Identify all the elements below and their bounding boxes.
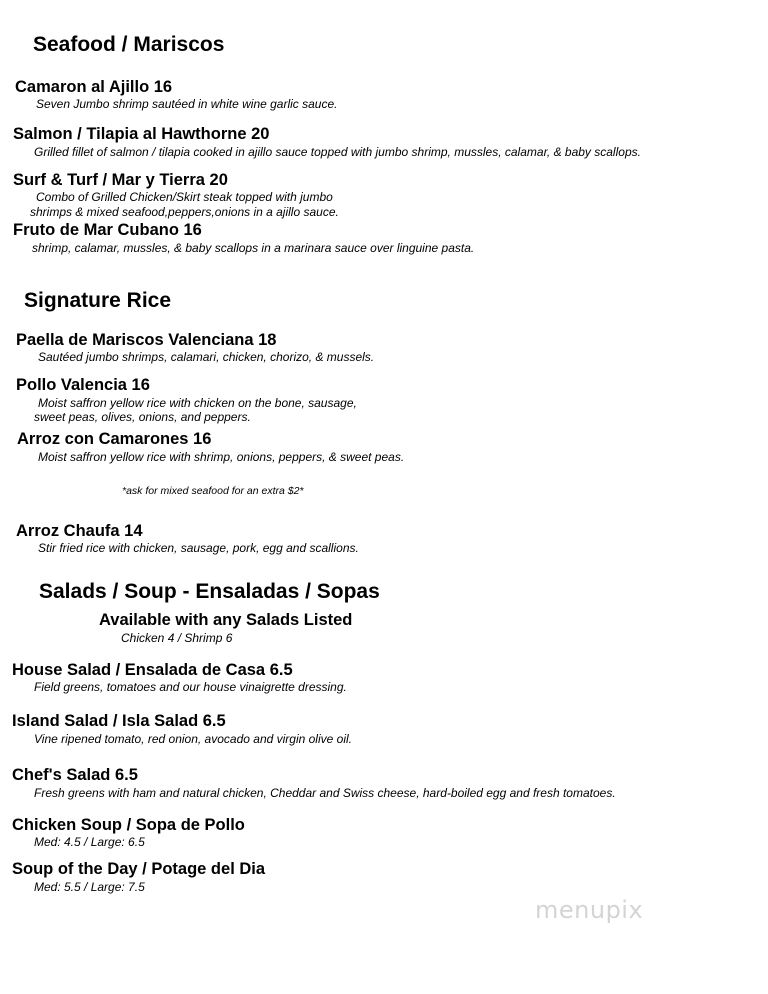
salads-subtitle: Available with any Salads Listed	[99, 611, 353, 629]
menu-item-desc: Combo of Grilled Chicken/Skirt steak topped with jumbo	[36, 190, 333, 204]
menu-item-desc: Fresh greens with ham and natural chicken, Cheddar and Swiss cheese, hard-boiled egg and fresh tomatoes.	[34, 786, 616, 800]
section-title-seafood: Seafood / Mariscos	[33, 33, 225, 56]
menu-item-desc: Seven Jumbo shrimp sautéed in white wine garlic sauce.	[36, 97, 338, 111]
menu-item-desc: Field greens, tomatoes and our house vinaigrette dressing.	[34, 680, 347, 694]
menu-item-name: Pollo Valencia 16	[16, 376, 150, 394]
menu-item-desc: Med: 4.5 / Large: 6.5	[34, 835, 145, 849]
menu-item-name: Chef's Salad 6.5	[12, 766, 138, 784]
section-title-rice: Signature Rice	[24, 289, 172, 312]
menu-item-name: Camaron al Ajillo 16	[15, 78, 173, 96]
menu-item-name: Arroz Chaufa 14	[16, 522, 143, 540]
menu-item-name: Soup of the Day / Potage del Dia	[12, 860, 266, 878]
menu-item-desc: Grilled fillet of salmon / tilapia cooked in ajillo sauce topped with jumbo shrimp, mussles, calamar, & baby scallops.	[34, 145, 641, 159]
menu-item-name: Paella de Mariscos Valenciana 18	[16, 331, 277, 349]
menupix-watermark: menupix	[535, 896, 644, 924]
menu-item-name: Island Salad / Isla Salad 6.5	[12, 712, 226, 730]
menu-item-name: House Salad / Ensalada de Casa 6.5	[12, 661, 293, 679]
menu-item-name: Fruto de Mar Cubano 16	[13, 221, 202, 239]
menu-item-desc: Moist saffron yellow rice with shrimp, onions, peppers, & sweet peas.	[38, 450, 405, 464]
menu-item-desc: shrimps & mixed seafood,peppers,onions in a ajillo sauce.	[30, 205, 339, 219]
section-title-salads: Salads / Soup - Ensaladas / Sopas	[39, 580, 380, 603]
menu-item-desc: Moist saffron yellow rice with chicken on the bone, sausage,	[38, 396, 357, 410]
menu-item-name: Salmon / Tilapia al Hawthorne 20	[13, 125, 270, 143]
menu-item-desc: Sautéed jumbo shrimps, calamari, chicken, chorizo, & mussels.	[38, 350, 375, 364]
menu-item-desc: Vine ripened tomato, red onion, avocado and virgin olive oil.	[34, 732, 352, 746]
menu-item-desc: Stir fried rice with chicken, sausage, pork, egg and scallions.	[38, 541, 359, 555]
menu-item-desc: Med: 5.5 / Large: 7.5	[34, 880, 145, 894]
menu-item-name: Arroz con Camarones 16	[17, 430, 212, 448]
rice-note: *ask for mixed seafood for an extra $2*	[122, 485, 304, 497]
menu-item-desc: shrimp, calamar, mussles, & baby scallops in a marinara sauce over linguine pasta.	[32, 241, 475, 255]
salads-addons: Chicken 4 / Shrimp 6	[121, 631, 233, 645]
menu-item-name: Chicken Soup / Sopa de Pollo	[12, 816, 245, 834]
menu-item-name: Surf & Turf / Mar y Tierra 20	[13, 171, 228, 189]
menu-item-desc: sweet peas, olives, onions, and peppers.	[34, 410, 251, 424]
